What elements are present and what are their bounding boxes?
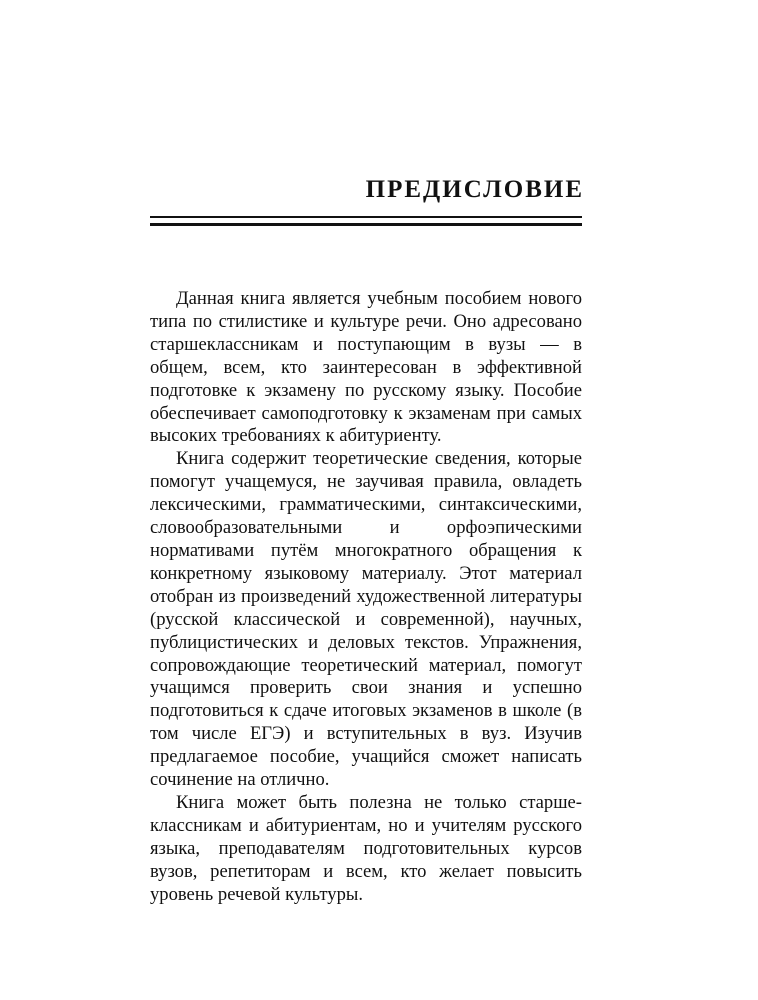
paragraph-1: Данная книга является учебным пособием нового типа по стилистике и культуре речи. Оно адресовано старшеклассникам и поступающим в вузы — в общем, всем, кто заинтересован в эффективной подготовке к экзамену по русскому языку. Пособие обеспечивает самоподготовку к экзаменам при самых высоких требованиях к абитуриенту. (150, 288, 582, 447)
page-title: ПРЕДИСЛОВИЕ (365, 176, 584, 203)
title-rule-thick (150, 223, 582, 226)
preface-body (150, 288, 582, 906)
paragraph-2: Книга содержит теоретические сведения, которые помогут учащемуся, не заучивая правила, овладеть лексическими, грамматическими, синтаксическими, словообразовательными и орфоэпическими нормативами путём многократного обращения к конкретному языковому материалу. Этот материал отобран из произведений художественной литературы (русской классической и современной), научных, публицистических и деловых текстов. Упражнения, сопровождающие теоретический материал, помогут учащимся проверить свои знания и успешно подготовиться к сдаче итоговых экзаменов в школе (в том числе ЕГЭ) и вступительных в вуз. Изучив предлагаемое пособие, учащийся сможет написать сочинение на отлично. (150, 448, 582, 791)
paragraph-3: Книга может быть полезна не только старшеклассникам и абитуриентам, но и учителям русского языка, преподавателям подготовительных курсов вузов, репетиторам и всем, кто желает повысить уровень речевой культуры. (150, 791, 582, 905)
title-rule-thin (150, 216, 582, 218)
